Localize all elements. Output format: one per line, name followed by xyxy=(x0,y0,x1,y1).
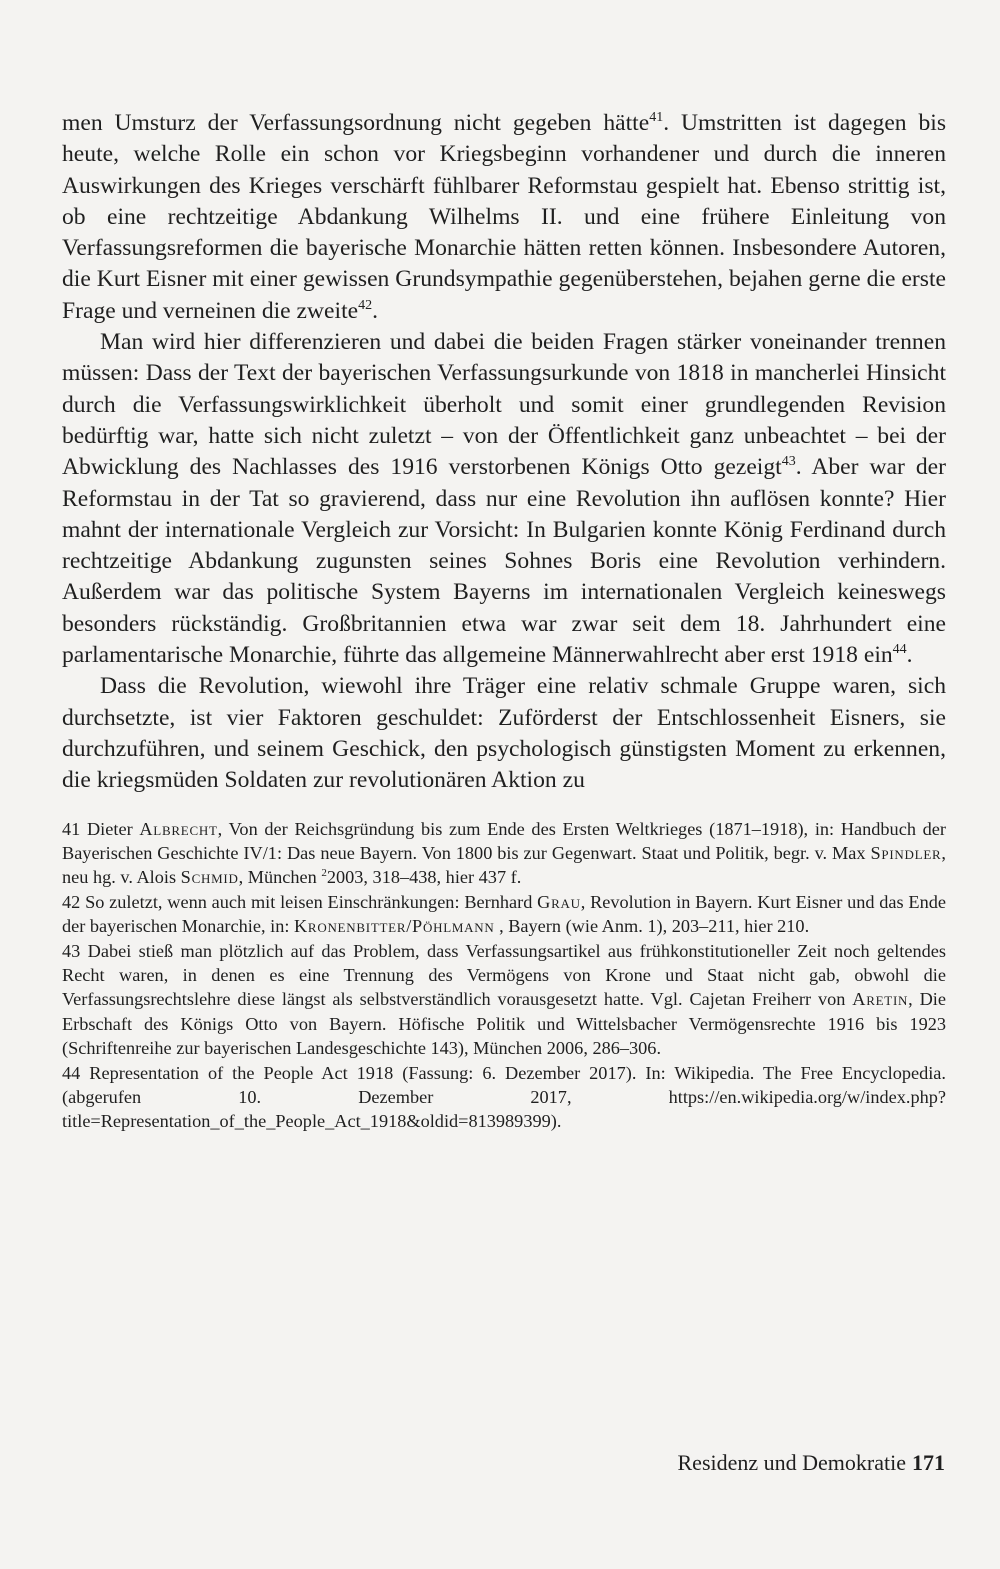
footnote-ref-43[interactable]: 43 xyxy=(781,454,796,470)
footnote-number: 41 xyxy=(62,818,81,839)
body-paragraph-1 xyxy=(62,108,946,327)
footnote-text: , München xyxy=(238,867,322,888)
p2-text-1: Man wird hier differenzieren und dabei die beiden Fragen stärker voneinander trennen müssen: Dass der Text der bayerischen Verfassungsurkunde von 1818 in mancherlei Hinsicht durch die Verfassungswirklichkeit überholt und somit einer grundlegenden Revision bedürftig war, hatte sich nicht zuletzt – von der Öffentlichkeit ganz unbeachtet – bei der Abwicklung des Nachlasses des 1916 verstorbenen Königs Otto gezeigt xyxy=(62,329,946,481)
author-name: Spindler xyxy=(870,842,942,863)
author-name: Grau xyxy=(537,891,581,912)
footnote-ref-42[interactable]: 42 xyxy=(358,297,373,313)
footnote-text: , Die Erbschaft des Königs Otto von Bayern. Höfische Politik und Wittelsbacher Vermögensrechte 1916 bis 1923 (Schriftenreihe zur bayerischen Landesgeschichte 143), München 2006, 286–306. xyxy=(62,989,946,1059)
footnote-text: , Bayern (wie Anm. 1), 203–211, hier 210. xyxy=(494,916,810,937)
author-name: Schmid xyxy=(180,867,239,888)
running-footer xyxy=(678,1449,946,1477)
p2-text-3: . xyxy=(906,642,913,669)
footnote-text: Dabei stieß man plötzlich auf das Problem, dass Verfassungsartikel aus frühkonstitutioneller Zeit noch geltendes Recht waren, in denen es eine Trennung des Vermögens von Krone und Staat nicht gab, obwohl die Verfassungsrechtslehre diese längst als selbstverständlich vorausgesetzt hatte. Vgl. Cajetan Freiherr von xyxy=(62,940,946,1010)
footnote-text: 2003, 318–438, hier 437 f. xyxy=(326,867,522,888)
running-title: Residenz und Demokratie xyxy=(677,1450,906,1475)
author-name: Albrecht xyxy=(139,818,218,839)
footnote-ref-44[interactable]: 44 xyxy=(892,642,907,658)
footnote-text: Dieter xyxy=(86,818,140,839)
footnote-text: , Von der Reichsgründung bis zum Ende des Ersten Weltkrieges (1871–1918), in: Handbuch der Bayerischen Geschichte IV/1: Das neue Bayern. Von 1800 bis zur Gegenwart. Staat und Politik, begr. v. Max xyxy=(62,818,946,863)
footnote-ref-41[interactable]: 41 xyxy=(649,110,664,125)
edition-superscript: 2 xyxy=(321,867,327,880)
author-name: Aretin xyxy=(852,989,909,1010)
footnote-44 xyxy=(62,1061,946,1134)
footnotes-section xyxy=(62,817,946,1134)
footnote-text: Representation of the People Act 1918 (Fassung: 6. Dezember 2017). In: Wikipedia. The Free Encyclopedia. (abgerufen 10. Dezember 2017, https://en.wikipedia.org/w/index.php?title=Representation_of_the_People_Act_1918&oldid=813989399). xyxy=(62,1062,946,1132)
footnote-number: 42 xyxy=(62,891,81,912)
p1-text-2: . Umstritten ist dagegen bis heute, welche Rolle ein schon vor Kriegsbeginn vorhandener und durch die inneren Auswirkungen des Krieges verschärft fühlbarer Reformstau gespielt hat. Ebenso strittig ist, ob eine rechtzeitige Abdankung Wilhelms II. und eine frühere Einleitung von Verfassungsreformen die bayerische Monarchie hätten retten können. Insbesondere Autoren, die Kurt Eisner mit einer gewissen Grundsympathie gegenüberstehen, bejahen gerne die erste Frage und verneinen die zweite xyxy=(62,110,947,324)
footnote-41 xyxy=(62,817,946,890)
p2-text-2: . Aber war der Reformstau in der Tat so gravierend, dass nur eine Revolution ihn auflösen konnte? Hier mahnt der internationale Vergleich zur Vorsicht: In Bulgarien konnte König Ferdinand durch rechtzeitige Abdankung zugunsten seines Sohnes Boris eine Revolution verhindern. Außerdem war das politische System Bayerns im internationalen Vergleich keineswegs besonders rückständig. Großbritannien etwa war zwar seit dem 18. Jahrhundert eine parlamentarische Monarchie, führte das allgemeine Männerwahlrecht aber erst 1918 ein xyxy=(62,454,947,669)
author-name: Kronenbitter/Pöhlmann xyxy=(293,916,495,937)
p1-text-1: men Umsturz der Verfassungsordnung nicht gegeben hätte xyxy=(62,110,650,136)
body-paragraph-3 xyxy=(62,671,946,796)
footnote-text: , neu hg. v. Alois xyxy=(62,842,946,888)
footnote-number: 43 xyxy=(62,940,81,961)
page-content xyxy=(62,108,946,1134)
p1-text-3: . xyxy=(372,297,379,324)
body-paragraph-2 xyxy=(62,327,946,671)
footnote-43 xyxy=(62,939,946,1061)
footnote-text: So zuletzt, wenn auch mit leisen Einschränkungen: Bernhard xyxy=(85,891,538,912)
footnote-number: 44 xyxy=(62,1062,81,1083)
footnote-42 xyxy=(62,890,946,939)
page-number: 171 xyxy=(912,1450,945,1475)
p3-text-1: Dass die Revolution, wiewohl ihre Träger eine relativ schmale Gruppe waren, sich durchsetzte, ist vier Faktoren geschuldet: Zuförderst der Entschlossenheit Eisners, sie durchzuführen, und seinem Geschick, den psychologisch günstigsten Moment zu erkennen, die kriegsmüden Soldaten zur revolutionären Aktion zu xyxy=(62,673,946,794)
footnote-text: , Revolution in Bayern. Kurt Eisner und das Ende der bayerischen Monarchie, in: xyxy=(62,891,946,937)
